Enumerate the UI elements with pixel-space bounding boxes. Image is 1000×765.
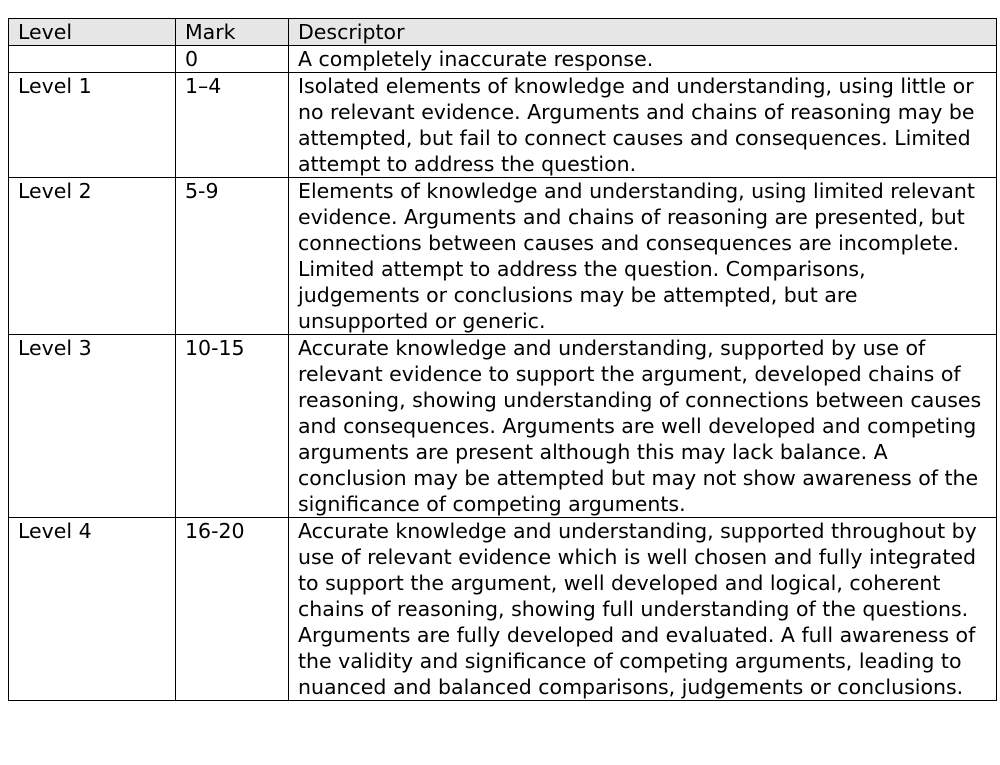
- table-row: [9, 335, 997, 518]
- mark-scheme-table: [8, 18, 997, 701]
- descriptor-cell: Elements of knowledge and understanding, using limited relevant evidence. Arguments and chains of reasoning are presented, but connections between causes and consequences are incomplete. Limited attempt to address the question. Comparisons, judgements or conclusions may be attempted, but are unsupported or generic.: [289, 178, 997, 335]
- table-row: [9, 73, 997, 178]
- mark-cell: 1–4: [176, 73, 289, 178]
- level-cell: [9, 46, 176, 73]
- header-mark: Mark: [176, 19, 289, 46]
- descriptor-cell: Isolated elements of knowledge and understanding, using little or no relevant evidence. Arguments and chains of reasoning may be attempted, but fail to connect causes and consequences. Limited attempt to address the question.: [289, 73, 997, 178]
- table-row: [9, 46, 997, 73]
- descriptor-cell: A completely inaccurate response.: [289, 46, 997, 73]
- level-cell: Level 2: [9, 178, 176, 335]
- mark-cell: 0: [176, 46, 289, 73]
- mark-cell: 5-9: [176, 178, 289, 335]
- level-cell: Level 4: [9, 518, 176, 701]
- level-cell: Level 3: [9, 335, 176, 518]
- table-row: [9, 178, 997, 335]
- header-descriptor: Descriptor: [289, 19, 997, 46]
- table-body: [9, 46, 997, 701]
- descriptor-cell: Accurate knowledge and understanding, supported by use of relevant evidence to support the argument, developed chains of reasoning, showing understanding of connections between causes and consequences. Arguments are well developed and competing arguments are present although this may lack balance. A conclusion may be attempted but may not show awareness of the significance of competing arguments.: [289, 335, 997, 518]
- mark-cell: 10-15: [176, 335, 289, 518]
- level-cell: Level 1: [9, 73, 176, 178]
- descriptor-cell: Accurate knowledge and understanding, supported throughout by use of relevant evidence which is well chosen and fully integrated to support the argument, well developed and logical, coherent chains of reasoning, showing full understanding of the questions. Arguments are fully developed and evaluated. A full awareness of the validity and significance of competing arguments, leading to nuanced and balanced comparisons, judgements or conclusions.: [289, 518, 997, 701]
- header-level: Level: [9, 19, 176, 46]
- table-row: [9, 518, 997, 701]
- header-row: [9, 19, 997, 46]
- table-header: [9, 19, 997, 46]
- mark-cell: 16-20: [176, 518, 289, 701]
